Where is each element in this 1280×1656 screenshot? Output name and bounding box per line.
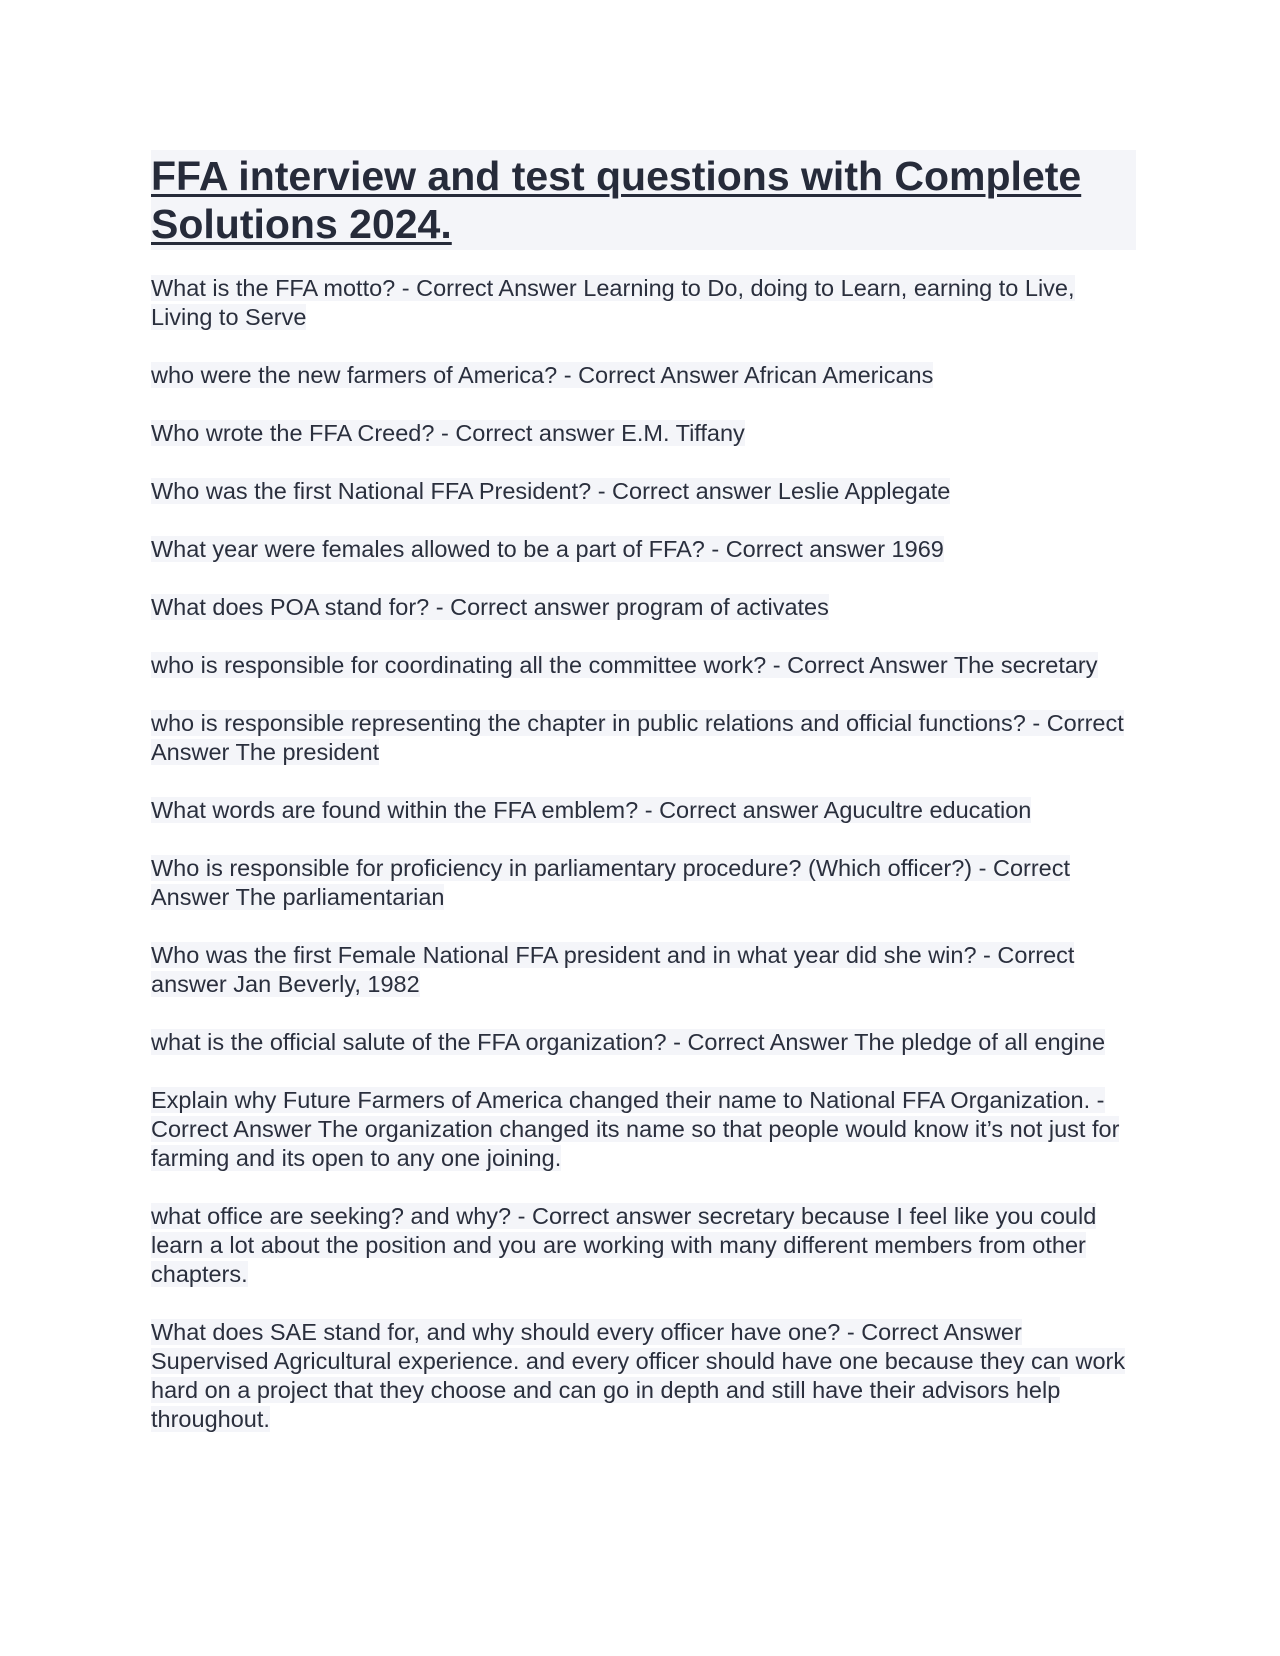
qa-text: what is the official salute of the FFA organization? - Correct Answer The pledge of all engine bbox=[151, 1029, 1106, 1055]
qa-item bbox=[151, 361, 1136, 390]
qa-item bbox=[151, 1086, 1136, 1173]
qa-text: What year were females allowed to be a part of FFA? - Correct answer 1969 bbox=[151, 536, 944, 562]
qa-text: What does POA stand for? - Correct answer program of activates bbox=[151, 594, 829, 620]
qa-text: Explain why Future Farmers of America changed their name to National FFA Organization. - Correct Answer The organization changed its name so that people would know it’s not just for farming and its open to any one joining. bbox=[151, 1087, 1120, 1171]
qa-item bbox=[151, 709, 1136, 767]
qa-text: who were the new farmers of America? - Correct Answer African Americans bbox=[151, 362, 934, 388]
qa-item bbox=[151, 854, 1136, 912]
qa-item bbox=[151, 419, 1136, 448]
qa-item bbox=[151, 593, 1136, 622]
qa-text: what office are seeking? and why? - Correct answer secretary because I feel like you could learn a lot about the position and you are working with many different members from other chapters. bbox=[151, 1203, 1097, 1287]
document-content bbox=[151, 150, 1136, 1463]
document-title: FFA interview and test questions with Complete Solutions 2024. bbox=[151, 153, 1082, 247]
qa-text: who is responsible for coordinating all the committee work? - Correct Answer The secretary bbox=[151, 652, 1098, 678]
qa-item bbox=[151, 274, 1136, 332]
qa-item bbox=[151, 535, 1136, 564]
qa-item bbox=[151, 1028, 1136, 1057]
qa-text: who is responsible representing the chapter in public relations and official functions? - Correct Answer The president bbox=[151, 710, 1124, 765]
qa-text: Who was the first Female National FFA president and in what year did she win? - Correct answer Jan Beverly, 1982 bbox=[151, 942, 1075, 997]
qa-item bbox=[151, 941, 1136, 999]
qa-item bbox=[151, 1318, 1136, 1434]
qa-text: What does SAE stand for, and why should every officer have one? - Correct Answer Supervised Agricultural experience. and every officer should have one because they can work hard on a project that they choose and can go in depth and still have their advisors help throughout. bbox=[151, 1319, 1126, 1432]
qa-item bbox=[151, 1202, 1136, 1289]
qa-text: Who was the first National FFA President? - Correct answer Leslie Applegate bbox=[151, 478, 951, 504]
qa-list bbox=[151, 274, 1136, 1434]
qa-text: What words are found within the FFA emblem? - Correct answer Agucultre education bbox=[151, 797, 1032, 823]
qa-item bbox=[151, 651, 1136, 680]
qa-text: Who wrote the FFA Creed? - Correct answer E.M. Tiffany bbox=[151, 420, 745, 446]
qa-item bbox=[151, 477, 1136, 506]
qa-text: Who is responsible for proficiency in parliamentary procedure? (Which officer?) - Correct Answer The parliamentarian bbox=[151, 855, 1071, 910]
qa-item bbox=[151, 796, 1136, 825]
title-block bbox=[151, 150, 1136, 250]
qa-text: What is the FFA motto? - Correct Answer Learning to Do, doing to Learn, earning to Live, Living to Serve bbox=[151, 275, 1075, 330]
